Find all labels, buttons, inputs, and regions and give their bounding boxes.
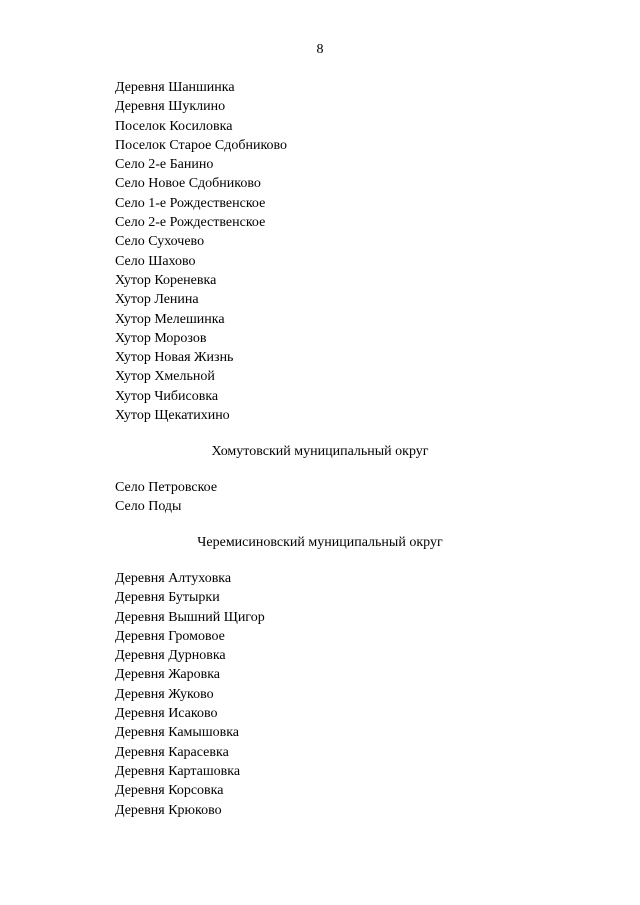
section-heading-cheremisinovsky: Черемисиновский муниципальный округ xyxy=(197,535,443,550)
list-item: Село Шахово xyxy=(115,253,196,269)
list-item: Деревня Дурновка xyxy=(115,648,226,664)
list-item: Деревня Алтуховка xyxy=(115,571,232,586)
list-item: Деревня Камышовка xyxy=(115,725,240,741)
list-item: Поселок Косиловка xyxy=(115,118,233,134)
list-item: Поселок Старое Сдобниково xyxy=(115,137,288,153)
list-item: Деревня Исаково xyxy=(115,706,218,722)
list-item: Село Сухочево xyxy=(115,234,205,250)
page-number: 8 xyxy=(316,42,324,57)
list-item: Деревня Громовое xyxy=(115,628,225,644)
list-item: Деревня Жаровка xyxy=(115,667,221,683)
list-item: Село Поды xyxy=(115,499,182,515)
list-item: Деревня Бутырки xyxy=(115,590,220,606)
list-item: Село 1-е Рождественское xyxy=(115,195,266,211)
settlement-list-khomutovsky xyxy=(115,478,217,517)
list-item: Хутор Мелешинка xyxy=(115,311,225,327)
list-item: Деревня Карташовка xyxy=(115,763,241,779)
list-item: Село Новое Сдобниково xyxy=(115,176,261,192)
list-item: Село 2-е Банино xyxy=(115,157,214,173)
list-item: Хутор Морозов xyxy=(115,330,207,346)
list-item: Деревня Вышний Щигор xyxy=(115,609,265,625)
list-item: Деревня Жуково xyxy=(115,686,214,702)
list-item: Деревня Шаншинка xyxy=(115,80,235,95)
settlement-list-continued xyxy=(115,78,287,425)
list-item: Село Петровское xyxy=(115,480,218,495)
list-item: Деревня Шуклино xyxy=(115,99,226,115)
list-item: Хутор Чибисовка xyxy=(115,388,219,404)
list-item: Хутор Хмельной xyxy=(115,369,215,385)
section-heading-khomutovsky: Хомутовский муниципальный округ xyxy=(211,444,429,459)
list-item: Село 2-е Рождественское xyxy=(115,215,266,231)
list-item: Деревня Корсовка xyxy=(115,783,224,799)
list-item: Хутор Кореневка xyxy=(115,272,217,288)
settlement-list-cheremisinovsky xyxy=(115,569,265,820)
list-item: Хутор Ленина xyxy=(115,292,199,308)
list-item: Хутор Щекатихино xyxy=(115,408,230,424)
list-item: Деревня Карасевка xyxy=(115,744,229,760)
list-item: Хутор Новая Жизнь xyxy=(115,350,234,366)
list-item: Деревня Крюково xyxy=(115,802,222,818)
